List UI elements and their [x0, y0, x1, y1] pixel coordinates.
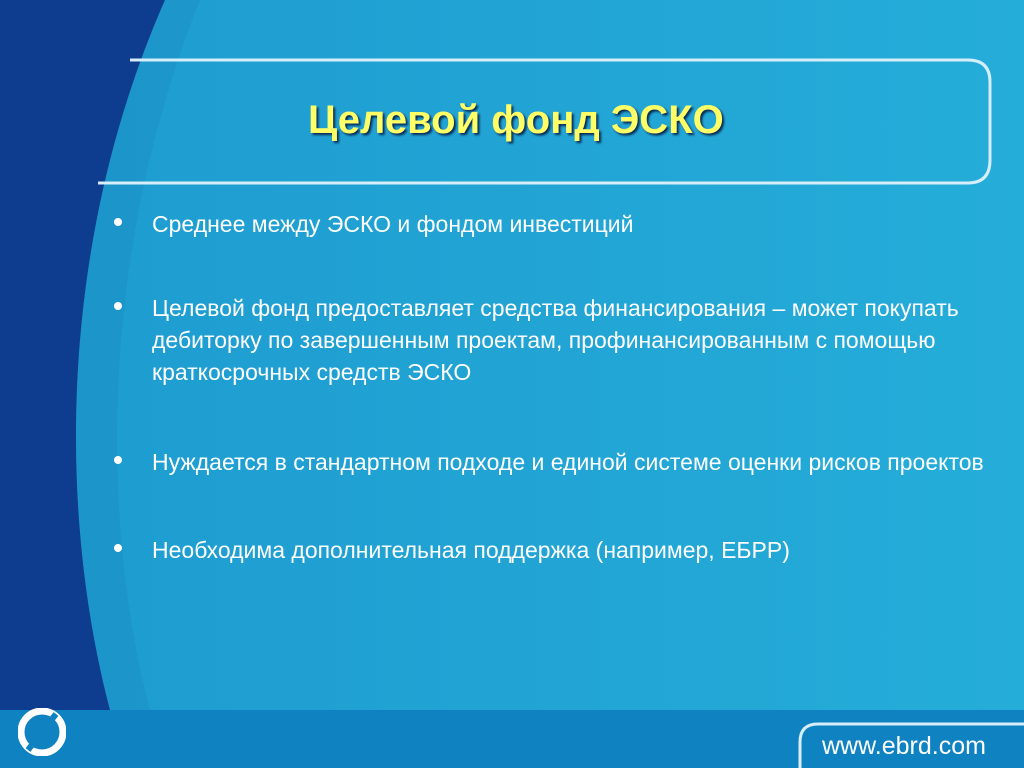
bullet-text: Целевой фонд предоставляет средства финансирования – может покупать дебиторку по завершенным проектам, профинансированным с помощью краткосрочных средств ЭСКО: [152, 295, 959, 385]
list-item: [110, 292, 990, 388]
bullet-text: Нуждается в стандартном подходе и единой системе оценки рисков проектов: [152, 449, 984, 475]
bullet-icon: [114, 456, 122, 464]
website-link[interactable]: www.ebrd.com: [822, 732, 986, 760]
bullet-list: [110, 208, 990, 566]
list-item: [110, 534, 990, 566]
bullet-icon: [114, 218, 122, 226]
bullet-icon: [114, 544, 122, 552]
bullet-icon: [114, 302, 122, 310]
list-item: [110, 208, 990, 240]
slide-title: Целевой фонд ЭСКО: [308, 98, 724, 142]
bullet-text: Необходима дополнительная поддержка (например, ЕБРР): [152, 537, 790, 563]
ebrd-logo-icon: [18, 708, 66, 756]
list-item: [110, 446, 990, 478]
bullet-text: Среднее между ЭСКО и фондом инвестиций: [152, 211, 634, 237]
